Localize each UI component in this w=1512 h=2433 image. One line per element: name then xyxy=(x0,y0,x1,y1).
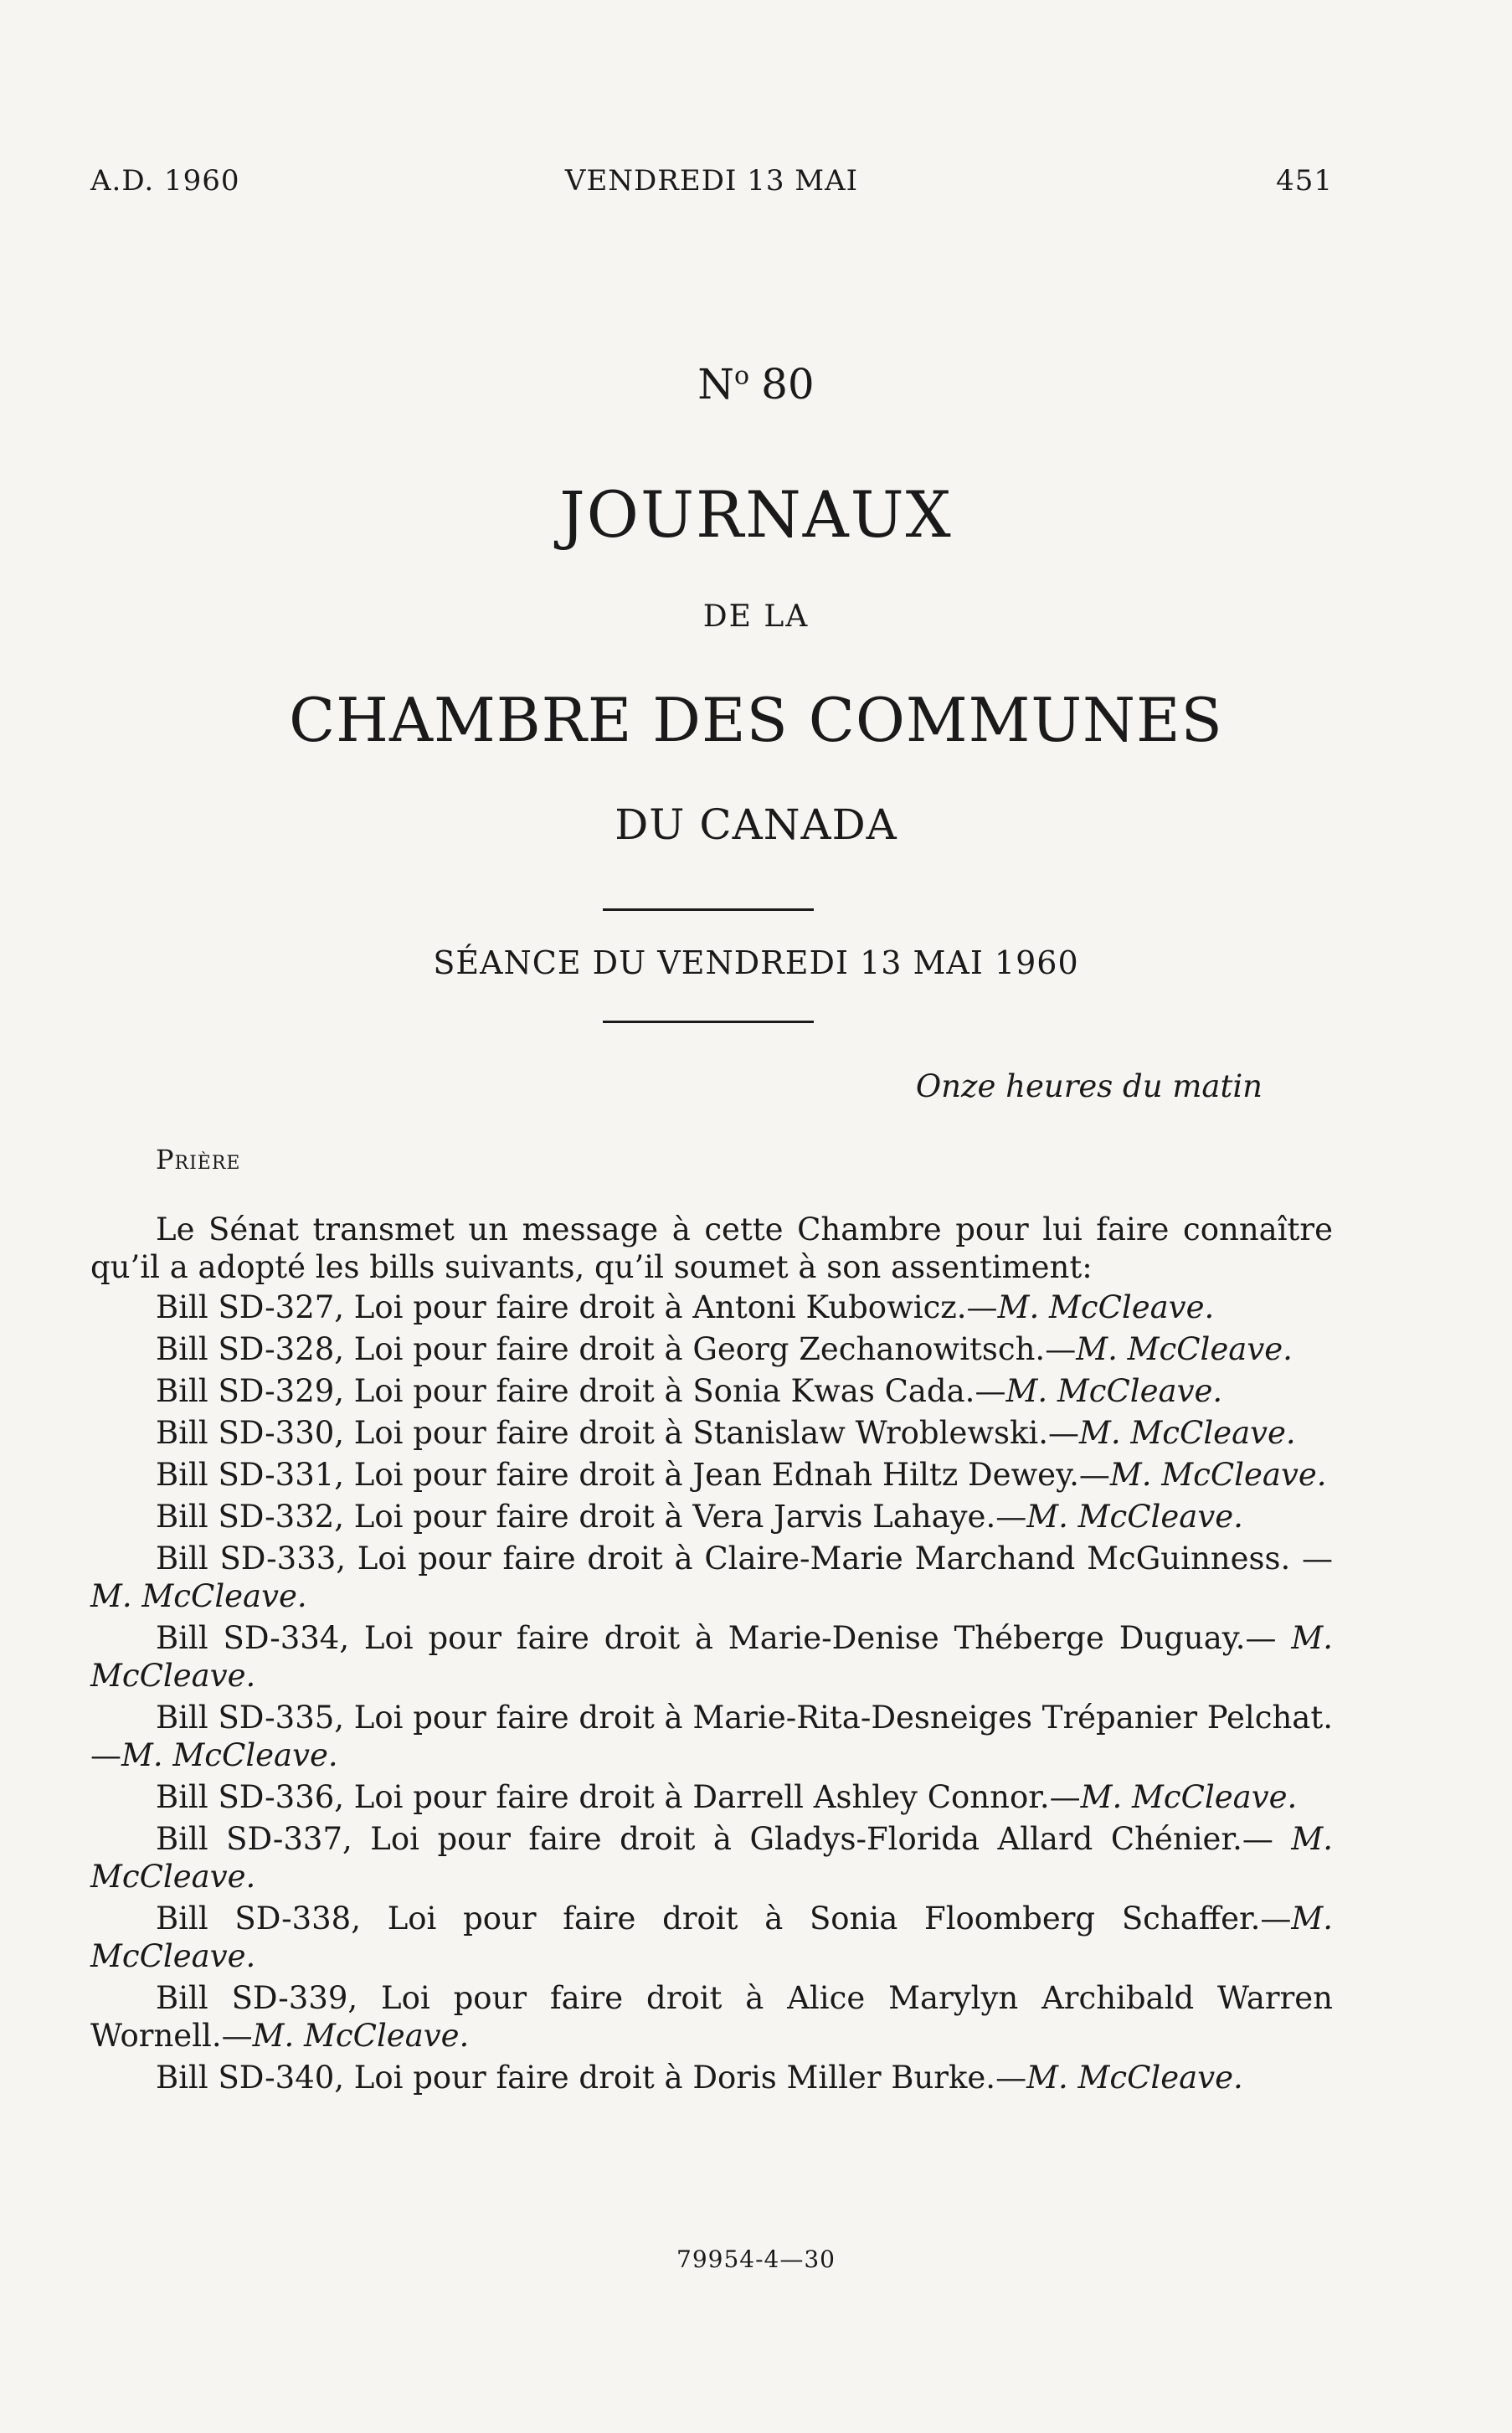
bill-text: Bill SD-327, Loi pour faire droit à Antoni Kubowicz.— xyxy=(156,1289,998,1325)
bill-entry xyxy=(90,1900,1333,1975)
bill-sponsor: M. McCleave. xyxy=(90,1901,1333,1974)
bill-entry xyxy=(90,1979,1333,2055)
bill-entry xyxy=(90,1456,1333,1494)
bill-entry xyxy=(90,1372,1333,1410)
running-head-year: A.D. 1960 xyxy=(90,164,240,198)
bill-text: Bill SD-337, Loi pour faire droit à Gladys-Florida Allard Chénier.— xyxy=(156,1821,1292,1857)
bill-sponsor: M. McCleave. xyxy=(1109,1457,1327,1493)
bill-entry xyxy=(90,1699,1333,1774)
bill-sponsor: M. McCleave. xyxy=(90,1578,307,1614)
bill-text: Bill SD-333, Loi pour faire droit à Claire-Marie Marchand McGuinness. — xyxy=(156,1541,1333,1577)
section-label-priere: Prière xyxy=(156,1144,241,1175)
bill-entry xyxy=(90,1330,1333,1368)
seance-heading: SÉANCE DU VENDREDI 13 MAI 1960 xyxy=(433,944,1079,981)
bill-text: Bill SD-329, Loi pour faire droit à Sonia Kwas Cada.— xyxy=(156,1373,1006,1409)
bill-text: Bill SD-335, Loi pour faire droit à Marie-Rita-Desneiges Trépanier Pelchat. — xyxy=(90,1700,1333,1773)
bill-sponsor: M. McCleave. xyxy=(997,1289,1215,1325)
bill-entry xyxy=(90,1778,1333,1816)
issue-superscript: o xyxy=(734,361,750,391)
bill-entry xyxy=(90,1289,1333,1326)
bill-text: Bill SD-331, Loi pour faire droit à Jean Ednah Hiltz Dewey.— xyxy=(156,1457,1110,1493)
bill-sponsor: M. McCleave. xyxy=(1026,1499,1243,1535)
issue-number xyxy=(0,360,1512,409)
page-number: 451 xyxy=(1276,164,1333,198)
bill-entry xyxy=(90,1498,1333,1535)
title-chambre: CHAMBRE DES COMMUNES xyxy=(289,685,1223,755)
bill-entry xyxy=(90,1540,1333,1615)
bill-text: Bill SD-339, Loi pour faire droit à Alice Marylyn Archibald Warren Wornell.— xyxy=(90,1980,1333,2054)
issue-number-value: 80 xyxy=(761,360,815,409)
title-canada: DU CANADA xyxy=(615,800,897,849)
bill-text: Bill SD-332, Loi pour faire droit à Vera Jarvis Lahaye.— xyxy=(156,1499,1027,1535)
bill-sponsor: M. McCleave. xyxy=(121,1737,338,1773)
bill-text: Bill SD-336, Loi pour faire droit à Darrell Ashley Connor.— xyxy=(156,1779,1081,1815)
bill-entry xyxy=(90,1820,1333,1895)
title-de-la: DE LA xyxy=(702,599,810,634)
bill-text: Bill SD-340, Loi pour faire droit à Doris Miller Burke.— xyxy=(156,2060,1027,2096)
divider-bottom xyxy=(603,1021,814,1023)
bill-text: Bill SD-330, Loi pour faire droit à Stanislaw Wroblewski.— xyxy=(156,1415,1080,1451)
bill-text: Bill SD-334, Loi pour faire droit à Marie-Denise Théberge Duguay.— xyxy=(156,1620,1292,1656)
printer-folio: 79954-4—30 xyxy=(676,2245,836,2273)
bill-list xyxy=(90,1289,1333,2096)
bill-sponsor: M. McCleave. xyxy=(90,1821,1333,1895)
bill-sponsor: M. McCleave. xyxy=(1026,2060,1243,2096)
time-of-day: Onze heures du matin xyxy=(915,1068,1263,1104)
journal-body xyxy=(90,1211,1333,2101)
issue-prefix: N xyxy=(697,360,735,409)
bill-entry xyxy=(90,1414,1333,1452)
bill-sponsor: M. McCleave. xyxy=(90,1620,1333,1694)
senate-message-paragraph: Le Sénat transmet un message à cette Chambre pour lui faire connaître qu’il a adopté les bills suivants, qu’il soumet à son assentiment: xyxy=(90,1211,1333,1285)
bill-sponsor: M. McCleave. xyxy=(1076,1331,1293,1367)
running-head-date: VENDREDI 13 MAI xyxy=(564,164,859,198)
bill-sponsor: M. McCleave. xyxy=(1005,1373,1223,1409)
bill-sponsor: M. McCleave. xyxy=(1080,1779,1298,1815)
bill-sponsor: M. McCleave. xyxy=(252,2018,470,2054)
bill-entry xyxy=(90,1619,1333,1695)
bill-entry xyxy=(90,2059,1333,2096)
bill-text: Bill SD-338, Loi pour faire droit à Sonia Floomberg Schaffer.— xyxy=(156,1901,1292,1937)
running-head xyxy=(90,164,1333,204)
bill-sponsor: M. McCleave. xyxy=(1079,1415,1296,1451)
divider-top xyxy=(603,908,814,911)
bill-text: Bill SD-328, Loi pour faire droit à Georg Zechanowitsch.— xyxy=(156,1331,1077,1367)
journal-title: JOURNAUX xyxy=(559,477,953,552)
